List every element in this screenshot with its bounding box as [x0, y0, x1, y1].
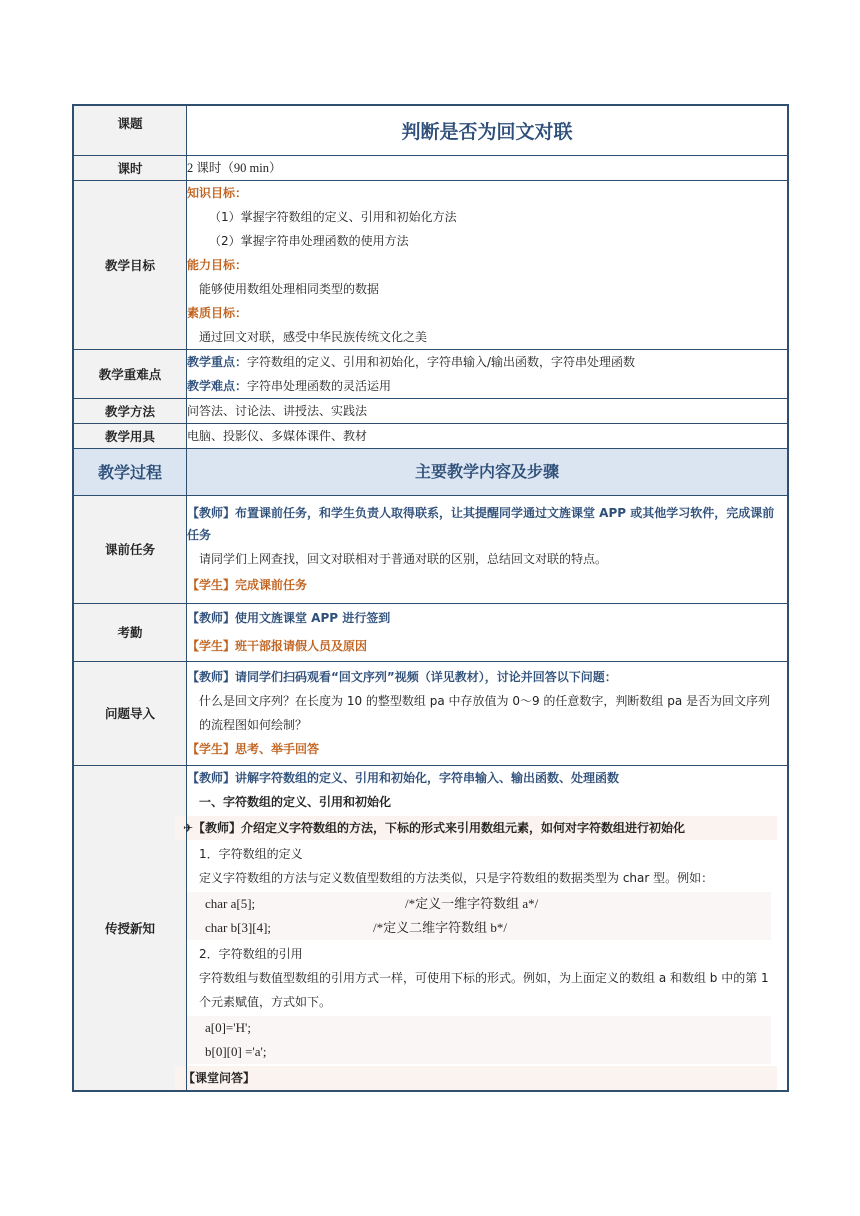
knowledge-item-1: （1）掌握字符数组的定义、引用和初始化方法 — [209, 209, 457, 224]
process-heading: 主要教学内容及步骤 — [187, 448, 789, 495]
title-label: 课题 — [73, 105, 187, 155]
subheading-2: 2．字符数组的引用 — [199, 946, 303, 961]
pre-task-text: 请同学们上网查找，回文对联相对于普通对联的区别，总结回文对联的特点。 — [199, 552, 608, 566]
hours-label: 课时 — [73, 155, 187, 180]
pre-task-content — [187, 495, 789, 603]
intro-student: 【学生】思考、举手回答 — [187, 742, 320, 756]
goals-label: 教学目标 — [73, 180, 187, 349]
tools-label: 教学用具 — [73, 423, 187, 448]
intro-teacher: 【教师】请同学们扫码观看“回文序列”视频（详见教材），讨论并回答以下问题： — [187, 670, 617, 684]
attendance-content — [187, 603, 789, 661]
process-label: 教学过程 — [73, 448, 187, 495]
subheading-1: 1．字符数组的定义 — [199, 846, 303, 861]
lesson-plan-table — [72, 104, 789, 1092]
knowledge-item-2: （2）掌握字符串处理函数的使用方法 — [209, 233, 409, 248]
goals-content — [187, 180, 789, 349]
teach-content — [183, 765, 789, 1091]
classroom-qa: 【课堂问答】 — [175, 1066, 777, 1090]
focus-text: 字符数组的定义、引用和初始化，字符串输入/输出函数，字符串处理函数 — [247, 354, 636, 369]
difficulty-heading: 教学难点： — [187, 378, 248, 393]
paragraph-2: 字符数组与数值型数组的引用方式一样，可使用下标的形式。例如，为上面定义的数组 a 和数组 b 中的第 1 个元素赋值，方式如下。 — [199, 970, 769, 1009]
teach-teacher: 【教师】讲解字符数组的定义、引用和初始化，字符串输入、输出函数、处理函数 — [187, 770, 620, 785]
lesson-title: 判断是否为回文对联 — [187, 105, 789, 155]
ability-heading: 能力目标： — [187, 257, 248, 272]
pre-task-teacher: 【教师】布置课前任务，和学生负责人取得联系，让其提醒同学通过文旌课堂 APP 或其他学习软件，完成课前任务 — [187, 506, 775, 542]
quality-item-1: 通过回文对联，感受中华民族传统文化之美 — [199, 329, 428, 344]
code-1a-comment: /*定义一维字符数组 a*/ — [405, 895, 539, 911]
method-label: 教学方法 — [73, 398, 187, 423]
pre-task-student: 【学生】完成课前任务 — [187, 578, 308, 592]
section-1-title: 一、字符数组的定义、引用和初始化 — [199, 794, 392, 809]
pre-task-label: 课前任务 — [73, 495, 187, 603]
tools-value: 电脑、投影仪、多媒体课件、教材 — [187, 423, 789, 448]
intro-text: 什么是回文序列？在长度为 10 的整型数组 pa 中存放值为 0～9 的任意数字，判断数组 pa 是否为回文序列的流程图如何绘制？ — [199, 694, 770, 732]
teach-label: 传授新知 — [73, 765, 187, 1091]
hours-value: 2 课时（90 min） — [187, 155, 789, 180]
paragraph-1: 定义字符数组的方法与定义数值型数组的方法类似，只是字符数组的数据类型为 char 型。例如： — [199, 870, 714, 885]
code-1a: char a[5]; — [205, 895, 256, 911]
code-2b: b[0][0] ='a'; — [205, 1043, 267, 1059]
teacher-note-box: ✈【教师】介绍定义字符数组的方法，下标的形式来引用数组元素，如何对字符数组进行初始化 — [175, 816, 777, 840]
code-1b-comment: /*定义二维字符数组 b*/ — [373, 919, 507, 935]
code-2a: a[0]='H'; — [205, 1019, 251, 1035]
intro-label: 问题导入 — [73, 661, 187, 765]
code-1b: char b[3][4]; — [205, 919, 272, 935]
code-block-1 — [187, 892, 771, 940]
code-block-2 — [187, 1016, 771, 1064]
attendance-student: 【学生】班干部报请假人员及原因 — [187, 639, 368, 653]
key-label: 教学重难点 — [73, 349, 187, 398]
attendance-label: 考勤 — [73, 603, 187, 661]
method-value: 问答法、讨论法、讲授法、实践法 — [187, 398, 789, 423]
focus-heading: 教学重点： — [187, 354, 248, 369]
attendance-teacher: 【教师】使用文旌课堂 APP 进行签到 — [187, 611, 391, 625]
knowledge-heading: 知识目标： — [187, 185, 248, 200]
difficulty-text: 字符串处理函数的灵活运用 — [247, 378, 392, 393]
key-content — [187, 349, 789, 398]
quality-heading: 素质目标： — [187, 305, 248, 320]
intro-content — [187, 661, 789, 765]
ability-item-1: 能够使用数组处理相同类型的数据 — [199, 281, 380, 296]
